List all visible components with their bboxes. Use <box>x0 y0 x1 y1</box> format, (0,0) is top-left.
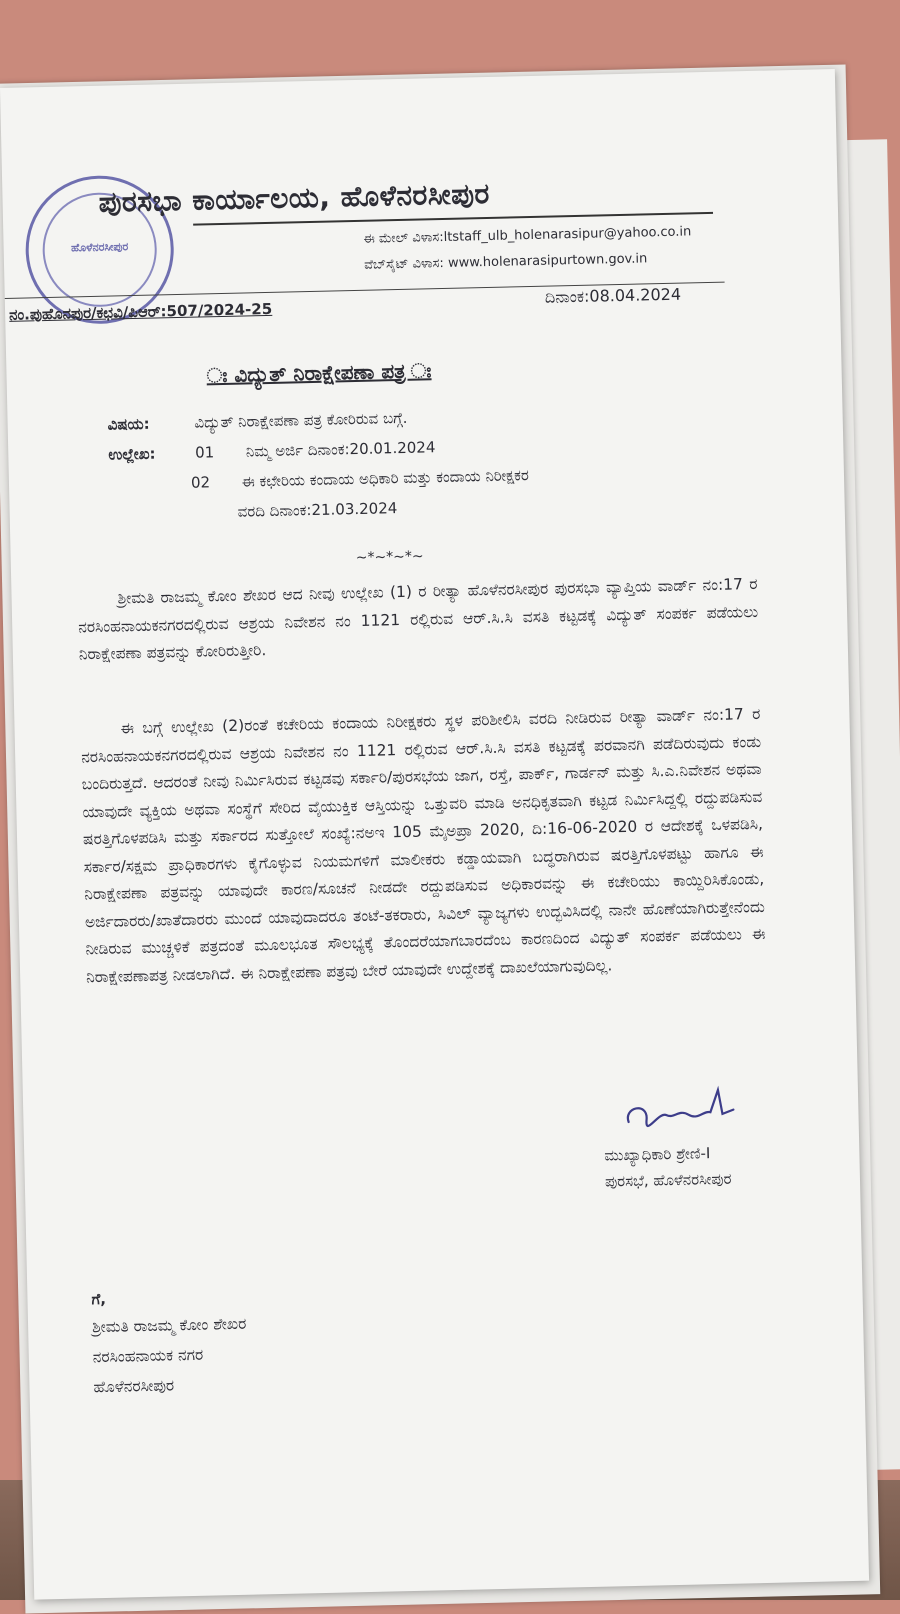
reference-number-1: 01 <box>194 443 215 462</box>
website-label: ವೆಬ್‌ಸೈಟ್ ವಿಳಾಸ: <box>363 255 445 273</box>
seal-text: ಹೊಳೆನರಸೀಪುರ <box>70 240 129 255</box>
recipient-name: ಶ್ರೀಮತಿ ರಾಜಮ್ಮ ಕೋಂ ಶೇಖರ <box>91 1314 247 1337</box>
body-paragraph-2: ಈ ಬಗ್ಗೆ ಉಲ್ಲೇಖ (2)ರಂತೆ ಕಚೇರಿಯ ಕಂದಾಯ ನಿರೀಕ್ಷಕರು ಸ್ಥಳ ಪರಿಶೀಲಿಸಿ ವರದಿ ನೀಡಿರುವ ರೀತ್ಯಾ ವಾರ್ಡ್ ನಂ:17 ರ ನರಸಿಂಹನಾಯಕನಗರದಲ್ಲಿರುವ ಆಶ್ರಯ ನಿವೇಶನ ನಂ 1121 ರಲ್ಲಿರುವ ಆರ್.ಸಿ.ಸಿ ವಸತಿ ಕಟ್ಟಡಕ್ಕೆ ಪರವಾನಗಿ ಪಡೆದಿರುವುದು ಕಂಡು ಬಂದಿರುತ್ತದೆ. ಆದರಂತೆ ನೀವು ನಿರ್ಮಿಸಿರುವ ಕಟ್ಟಡವು ಸರ್ಕಾರಿ/ಪುರಸಭೆಯ ಜಾಗ, ರಸ್ತೆ, ಪಾರ್ಕ್, ಗಾರ್ಡನ್ ಮತ್ತು ಸಿ.ಎ.ನಿವೇಶನ ಅಥವಾ ಯಾವುದೇ ವ್ಯಕ್ತಿಯ ಅಥವಾ ಸಂಸ್ಥೆಗೆ ಸೇರಿದ ವೈಯುಕ್ತಿಕ ಆಸ್ತಿಯನ್ನು ಒತ್ತುವರಿ ಮಾಡಿ ಅನಧಿಕೃತವಾಗಿ ಕಟ್ಟಡ ನಿರ್ಮಿಸಿದ್ದಲ್ಲಿ ರದ್ದುಪಡಿಸುವ ಷರತ್ತಿಗೊಳಪಡಿಸಿ ಮತ್ತು ಸರ್ಕಾರದ ಸುತ್ತೋಲೆ ಸಂಖ್ಯೆ:ನಅಇ 105 ಮೈಅಪ್ರಾ 2020, ದಿ:16-06-2020 ರ ಆದೇಶಕ್ಕೆ ಒಳಪಡಿಸಿ, ಸರ್ಕಾರ/ಸಕ್ಷಮ ಪ್ರಾಧಿಕಾರಗಳು ಕೈಗೊಳ್ಳುವ ನಿಯಮಗಳಿಗೆ ಮಾಲೀಕರು ಕಡ್ಡಾಯವಾಗಿ ಬದ್ಧರಾಗಿರುವ ಷರತ್ತಿಗೊಳಪಟ್ಟು ಹಾಗೂ ಈ ನಿರಾಕ್ಷೇಪಣಾ ಪತ್ರವನ್ನು ಯಾವುದೇ ಕಾರಣ/ಸೂಚನೆ ನೀಡದೇ ರದ್ದುಪಡಿಸುವ ಅಧಿಕಾರವನ್ನು ಈ ಕಚೇರಿಯು ಕಾಯ್ದಿರಿಸಿಕೊಂಡು, ಅರ್ಜಿದಾರರು/ಖಾತೆದಾರರು ಮುಂದೆ ಯಾವುದಾದರೂ ತಂಟೆ-ತಕರಾರು, ಸಿವಿಲ್ ವ್ಯಾಜ್ಯಗಳು ಉದ್ಭವಿಸಿದಲ್ಲಿ ನಾನೇ ಹೊಣೆಯಾಗಿರುತ್ತೇನೆಂದು ನೀಡಿರುವ ಮುಚ್ಚಳಿಕೆ ಪತ್ರದಂತೆ ಮೂಲಭೂತ ಸೌಲಭ್ಯಕ್ಕೆ ತೊಂದರೆಯಾಗಬಾರದೆಂಬ ಕಾರಣದಿಂದ ವಿದ್ಯುತ್ ಸಂಪರ್ಕ ಪಡೆಯಲು ಈ ನಿರಾಕ್ಷೇಪಣಾಪತ್ರ ನೀಡಲಾಗಿದೆ. ಈ ನಿರಾಕ್ಷೇಪಣಾ ಪತ್ರವು ಬೇರೆ ಯಾವುದೇ ಉದ್ದೇಶಕ್ಕೆ ದಾಖಲೆಯಾಗುವುದಿಲ್ಲ. <box>80 704 766 986</box>
signatory-title: ಮುಖ್ಯಾಧಿಕಾರಿ ಶ್ರೇಣಿ-I <box>604 1144 711 1165</box>
website-line <box>364 251 647 272</box>
recipient-town: ಹೊಳೆನರಸೀಪುರ <box>93 1376 175 1397</box>
reference-text-2-cont: ವರದಿ ದಿನಾಂಕ:21.03.2024 <box>237 499 398 521</box>
reference-text-2: ಈ ಕಛೇರಿಯ ಕಂದಾಯ ಅಧಿಕಾರಿ ಮತ್ತು ಕಂದಾಯ ನಿರೀಕ್ಷಕರ <box>241 466 530 491</box>
office-title: ಪುರಸಭಾ ಕಾರ್ಯಾಲಯ, ಹೊಳೆನರಸೀಪುರ <box>98 176 491 219</box>
website-address: www.holenarasipurtown.gov.in <box>447 251 648 271</box>
email-address: ltstaff_ulb_holenarasipur@yahoo.co.in <box>443 224 692 245</box>
reference-row-1 <box>108 438 435 463</box>
recipient-locality: ನರಸಿಂಹನಾಯಕ ನಗರ <box>92 1345 204 1367</box>
document-heading: ಃ ವಿದ್ಯುತ್ ನಿರಾಕ್ಷೇಪಣಾ ಪತ್ರ ಃ <box>206 358 432 388</box>
signature-scribble <box>618 1080 739 1143</box>
references-label: ಉಲ್ಲೇಖ: <box>108 444 156 464</box>
reference-number-2: 02 <box>190 473 211 492</box>
recipient-label: ಗೆ, <box>91 1289 107 1309</box>
reference-text-1: ನಿಮ್ಮ ಅರ್ಜಿ ದಿನಾಂಕ:20.01.2024 <box>245 438 436 461</box>
reference-number: ನಂ.ಪುಹೊನಪುರ/ಕಛವಿ/ಪಿಆರ್:507/2024-25 <box>8 299 273 324</box>
subject-row <box>107 409 407 434</box>
subject-label: ವಿಷಯ: <box>107 414 150 434</box>
section-separator: ~*~*~*~ <box>355 548 424 567</box>
email-line <box>363 224 691 246</box>
signatory-office: ಪುರಸಭೆ, ಹೊಳೆನರಸೀಪುರ <box>604 1169 732 1191</box>
reference-row-2-cont <box>237 499 397 521</box>
body-paragraph-1: ಶ್ರೀಮತಿ ರಾಜಮ್ಮ ಕೋಂ ಶೇಖರ ಆದ ನೀವು ಉಲ್ಲೇಖ (1) ರ ರೀತ್ಯಾ ಹೊಳೆನರಸೀಪುರ ಪುರಸಭಾ ವ್ಯಾಪ್ತಿಯ ವಾರ್ಡ್ ನಂ:17 ರ ನರಸಿಂಹನಾಯಕನಗರದಲ್ಲಿರುವ ಆಶ್ರಯ ನಿವೇಶನ ನಂ 1121 ರಲ್ಲಿರುವ ಆರ್.ಸಿ.ಸಿ ವಸತಿ ಕಟ್ಟಡಕ್ಕೆ ವಿದ್ಯುತ್ ಸಂಪರ್ಕ ಪಡೆಯಲು ನಿರಾಕ್ಷೇಪಣಾ ಪತ್ರವನ್ನು ಕೋರಿರುತ್ತೀರಿ. <box>78 574 759 664</box>
reference-row-2 <box>191 466 529 492</box>
letter-date: ದಿನಾಂಕ:08.04.2024 <box>544 284 682 307</box>
email-label: ಈ ಮೇಲ್ ವಿಳಾಸ: <box>363 229 444 247</box>
subject-text: ವಿದ್ಯುತ್ ನಿರಾಕ್ಷೇಪಣಾ ಪತ್ರ ಕೋರಿರುವ ಬಗ್ಗೆ. <box>194 408 408 432</box>
letter-page <box>0 69 869 1600</box>
